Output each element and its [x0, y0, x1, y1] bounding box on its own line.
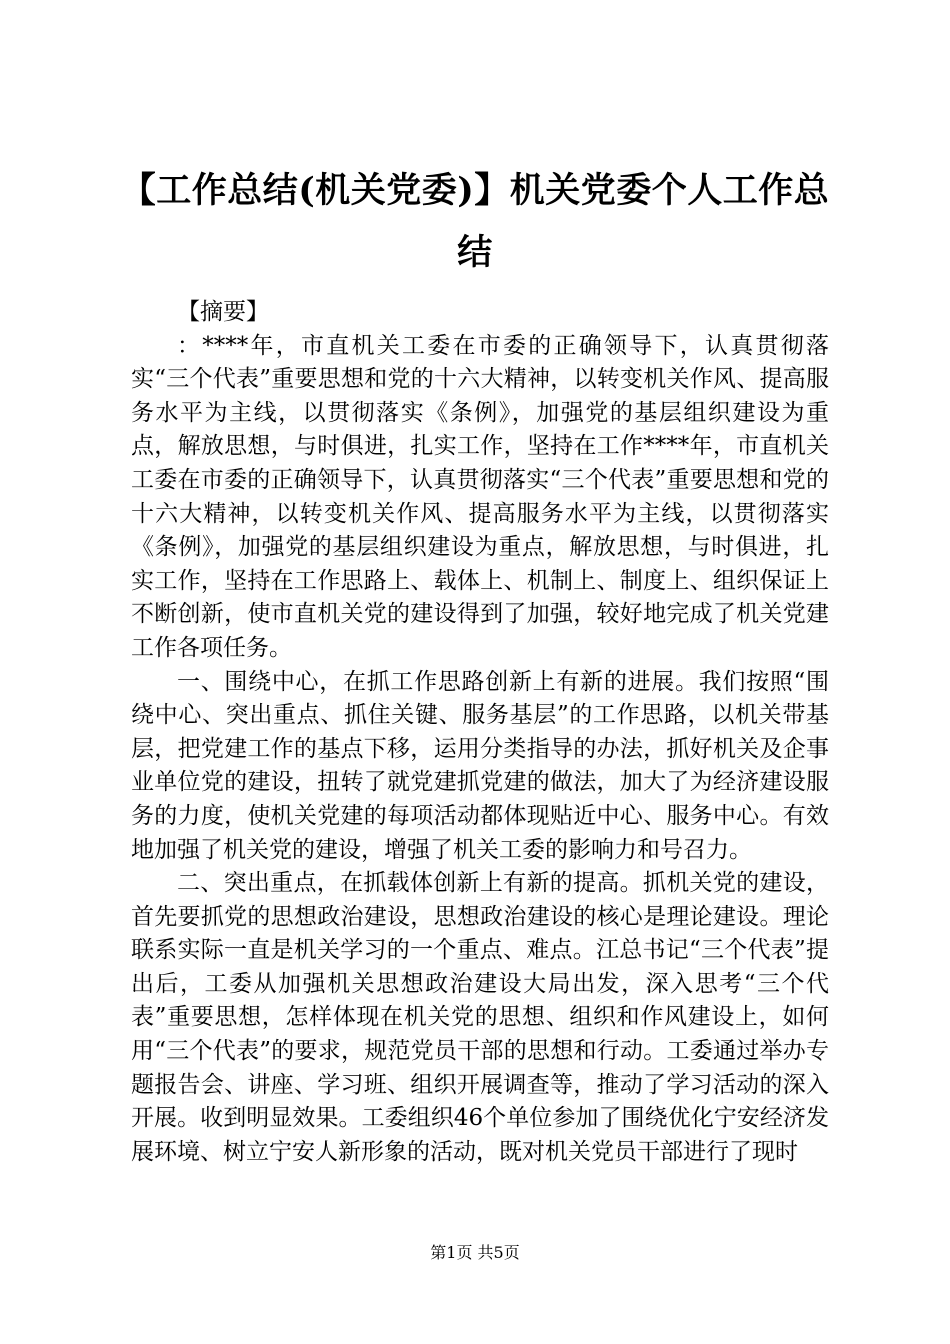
abstract-heading: 【摘要】 [177, 299, 269, 325]
paragraph-section-2: 二、突出重点，在抓载体创新上有新的提高。抓机关党的建设，首先要抓党的思想政治建设，思想政治建设的核心是理论建设。理论联系实际一直是机关学习的一个重点、难点。江总书记“三个代表”提出后，工委从加强机关思想政治建设大局出发，深入思考“三个代表”重要思想，怎样体现在机关党的思想、组织和作风建设上，如何用“三个代表”的要求，规范党员干部的思想和行动。工委通过举办专题报告会、讲座、学习班、组织开展调查等，推动了学习活动的深入开展。收到明显效果。工委组织46个单位参加了围绕优化宁安经济发展环境、树立宁安人新形象的活动，既对机关党员干部进行了现时 [131, 870, 829, 1165]
paragraph-section-1: 一、围绕中心，在抓工作思路创新上有新的进展。我们按照“围绕中心、突出重点、抓住关键、服务基层”的工作思路，以机关带基层，把党建工作的基点下移，运用分类指导的办法，抓好机关及企事业单位党的建设，扭转了就党建抓党建的做法，加大了为经济建设服务的力度，使机关党建的每项活动都体现贴近中心、服务中心。有效地加强了机关党的建设，增强了机关工委的影响力和号召力。 [131, 668, 829, 863]
page-footer: 第1页 共5页 [430, 1243, 520, 1262]
paragraph-abstract: ：****年，市直机关工委在市委的正确领导下，认真贯彻落实“三个代表”重要思想和党的十六大精神，以转变机关作风、提高服务水平为主线，以贯彻落实《条例》，加强党的基层组织建设为重点，解放思想，与时俱进，扎实工作，坚持在工作****年，市直机关工委在市委的正确领导下，认真贯彻落实“三个代表”重要思想和党的十六大精神，以转变机关作风、提高服务水平为主线，以贯彻落实《条例》，加强党的基层组织建设为重点，解放思想，与时俱进，扎实工作，坚持在工作思路上、载体上、机制上、制度上、组织保证上不断创新，使市直机关党的建设得到了加强，较好地完成了机关党建工作各项任务。 [131, 332, 829, 661]
document-body [131, 296, 829, 1169]
document-title: 【工作总结(机关党委)】机关党委个人工作总结 [120, 170, 830, 273]
